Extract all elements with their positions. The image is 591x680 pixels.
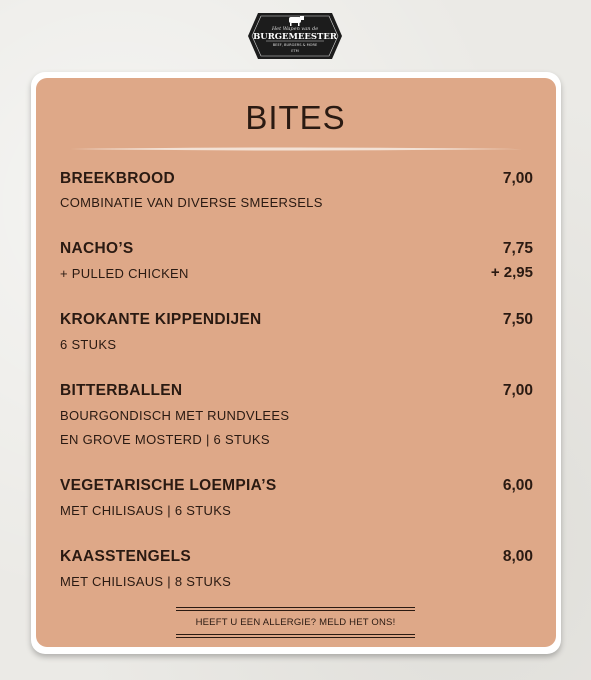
menu-title: BITES [245,99,346,136]
menu-item-desc: + PULLED CHICKEN [60,266,189,281]
menu-item-extra-price: + 2,95 [490,264,533,281]
menu-item-desc: EN GROVE MOSTERD | 6 STUKS [60,432,270,447]
divider [176,637,415,638]
logo-sub: ETM [291,49,299,53]
logo-tagline: BEEF, BURGERS & MORE [272,43,318,47]
menu-item-desc: COMBINATIE VAN DIVERSE SMEERSELS [60,195,323,210]
title-divider [70,147,522,151]
menu-item-desc: 6 STUKS [60,337,117,352]
menu-item-name: KROKANTE KIPPENDIJEN [60,311,262,328]
menu-item-name: BREEKBROOD [60,170,175,187]
logo-script: Het Wapen van de [271,26,319,32]
divider [176,610,415,611]
allergy-notice [176,607,415,638]
divider [176,607,415,608]
brand-logo [248,13,342,59]
logo-brand: BURGEMEESTER [253,32,337,42]
menu-item-name: BITTERBALLEN [60,382,183,399]
menu-item-price: 7,00 [502,382,533,399]
menu-item-price: 7,75 [502,240,533,257]
menu-item-desc: BOURGONDISCH MET RUNDVLEES [60,408,290,423]
menu-item-name: KAASSTENGELS [60,548,192,565]
menu-item-price: 7,50 [502,311,533,328]
menu-item-price: 6,00 [502,477,533,494]
menu-item-price: 7,00 [502,170,533,187]
menu-item-price: 8,00 [502,548,533,565]
allergy-text: HEEFT U EEN ALLERGIE? MELD HET ONS! [195,617,396,628]
divider [176,634,415,635]
menu-item-name: NACHO’S [60,240,134,257]
menu-item-desc: MET CHILISAUS | 6 STUKS [60,503,232,518]
menu-item-name: VEGETARISCHE LOEMPIA’S [60,477,277,494]
menu-item-desc: MET CHILISAUS | 8 STUKS [60,574,232,589]
